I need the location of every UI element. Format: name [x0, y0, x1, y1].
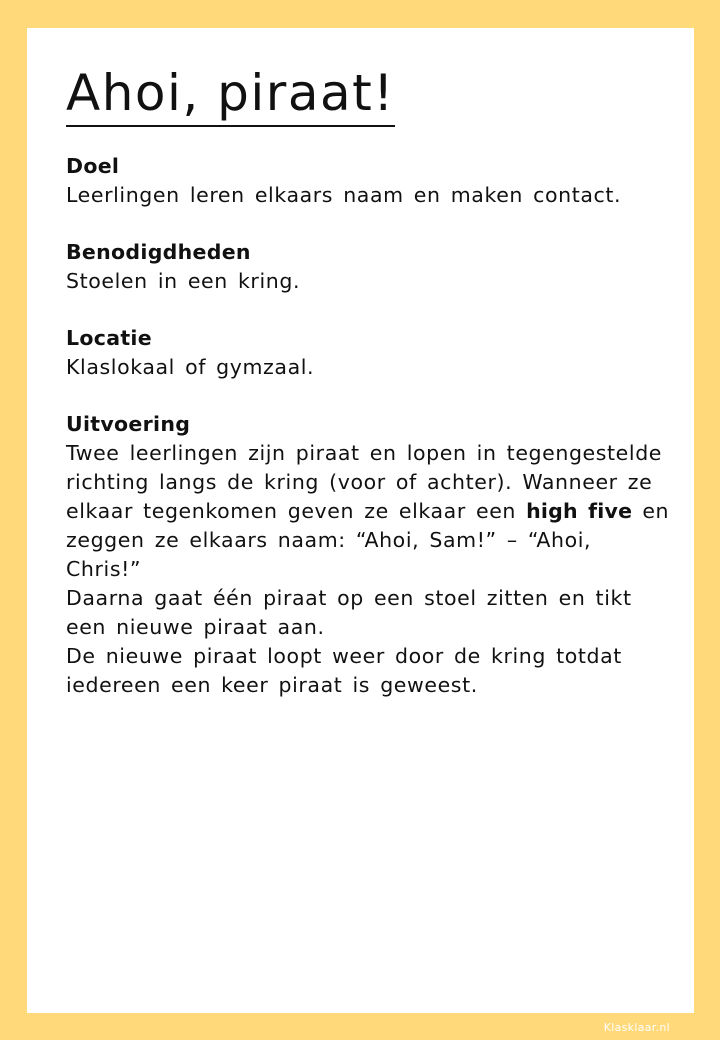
footer-credit: Klasklaar.nl — [603, 1021, 670, 1034]
section-text-benodigdheden: Stoelen in een kring. — [66, 269, 301, 293]
section-heading-uitvoering: Uitvoering — [66, 412, 191, 436]
instruction-paragraph-2: Daarna gaat één piraat op een stoel zitten en tikt een nieuwe piraat aan. — [66, 586, 632, 639]
paragraph-1-start: Twee leerlingen zijn piraat en lopen in tegengestelde richting langs de kring (voor of achter). Wanneer ze elkaar tegenkomen geven ze elkaar een — [66, 441, 663, 523]
section-doel — [66, 152, 671, 210]
page-title: Ahoi, piraat! — [66, 62, 395, 127]
section-benodigdheden — [66, 238, 671, 296]
card-content — [66, 152, 671, 728]
section-heading-locatie: Locatie — [66, 326, 152, 350]
section-heading-benodigdheden: Benodigdheden — [66, 240, 251, 264]
activity-card — [27, 28, 694, 1013]
paragraph-1-end: en zeggen ze elkaars naam: “Ahoi, Sam!” – “Ahoi, Chris!” — [66, 499, 670, 581]
section-text-doel: Leerlingen leren elkaars naam en maken contact. — [66, 183, 622, 207]
instruction-paragraph-3: De nieuwe piraat loopt weer door de kring totdat iedereen een keer piraat is geweest. — [66, 644, 622, 697]
high-five-emphasis: high five — [526, 499, 633, 523]
section-locatie — [66, 324, 671, 382]
instruction-paragraph-1 — [66, 439, 671, 584]
section-heading-doel: Doel — [66, 154, 120, 178]
section-text-locatie: Klaslokaal of gymzaal. — [66, 355, 315, 379]
section-uitvoering — [66, 410, 671, 700]
